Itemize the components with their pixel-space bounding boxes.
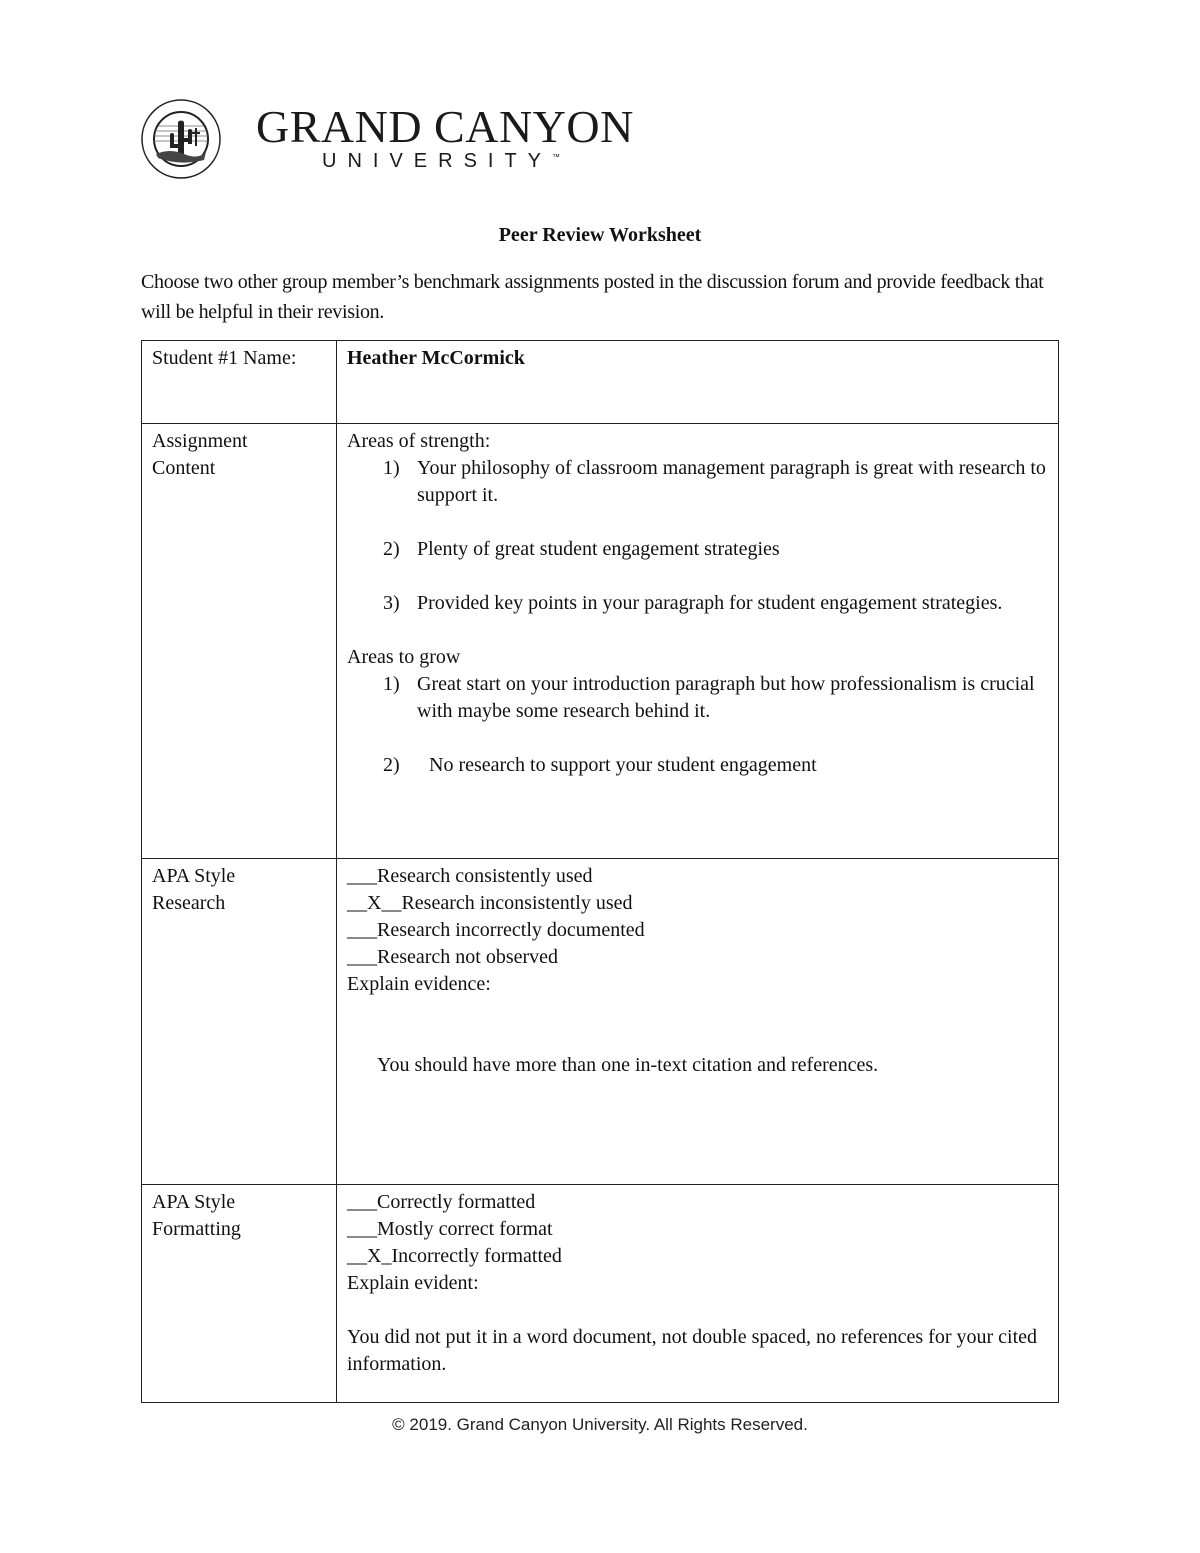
list-item: [383, 671, 1048, 725]
formatting-option: ___Mostly correct format: [347, 1218, 553, 1240]
item-text: Your philosophy of classroom management paragraph is great with research to support it.: [417, 457, 1046, 506]
research-option: ___Research not observed: [347, 946, 559, 968]
formatting-option: ___Correctly formatted: [347, 1191, 536, 1213]
item-number: 2): [383, 538, 400, 560]
assignment-content-feedback: [337, 424, 1059, 859]
student-name-value: Heather McCormick: [337, 341, 1059, 424]
item-text: Plenty of great student engagement strategies: [417, 538, 780, 560]
peer-review-table: [141, 340, 1059, 1403]
copyright-footer: © 2019. Grand Canyon University. All Rights Reserved.: [392, 1415, 808, 1434]
university-seal-icon: [140, 98, 222, 180]
list-item: [383, 752, 1048, 779]
wordmark-line1: GRAND CANYON: [256, 101, 634, 152]
item-number: 2): [383, 754, 400, 776]
research-option: ___Research consistently used: [347, 865, 593, 887]
table-row-student-name: [142, 341, 1059, 424]
list-item: [383, 590, 1048, 617]
item-text: Provided key points in your paragraph for student engagement strategies.: [417, 592, 1003, 614]
label-line: Research: [152, 892, 226, 914]
research-explanation: You should have more than one in-text citation and references.: [377, 1054, 879, 1076]
label-line: Formatting: [152, 1218, 241, 1240]
grow-list: [347, 671, 1048, 779]
page-title: Peer Review Worksheet: [498, 224, 702, 246]
item-number: 1): [383, 457, 400, 479]
list-item: [383, 455, 1048, 509]
wordmark-university: UNIVERSITY: [322, 150, 553, 172]
formatting-explanation: You did not put it in a word document, not double spaced, no references for your cited information.: [347, 1326, 1038, 1375]
strengths-list: [347, 455, 1048, 617]
assignment-content-label: [142, 424, 337, 859]
apa-research-feedback: [337, 859, 1059, 1185]
item-number: 1): [383, 673, 400, 695]
university-logo: [140, 98, 634, 180]
table-row-apa-formatting: [142, 1185, 1059, 1403]
label-line: Assignment: [152, 430, 248, 452]
explain-label: Explain evident:: [347, 1272, 479, 1294]
item-text: Great start on your introduction paragraph but how professionalism is crucial with maybe some research behind it.: [417, 673, 1035, 722]
trademark-symbol: ™: [552, 152, 561, 162]
apa-formatting-label: [142, 1185, 337, 1403]
item-number: 3): [383, 592, 400, 614]
student-name-label: Student #1 Name:: [142, 341, 337, 424]
label-line: APA Style: [152, 865, 236, 887]
apa-formatting-feedback: [337, 1185, 1059, 1403]
wordmark-line2: [322, 150, 560, 173]
label-line: APA Style: [152, 1191, 236, 1213]
strengths-heading: Areas of strength:: [347, 430, 491, 452]
intro-paragraph: Choose two other group member’s benchmark assignments posted in the discussion forum and provide feedback that will be helpful in their revision.: [141, 271, 1044, 323]
table-row-assignment-content: [142, 424, 1059, 859]
table-row-apa-research: [142, 859, 1059, 1185]
item-text: No research to support your student engagement: [429, 754, 817, 776]
apa-research-label: [142, 859, 337, 1185]
research-option-selected: __X__Research inconsistently used: [347, 892, 633, 914]
formatting-option-selected: __X_Incorrectly formatted: [347, 1245, 562, 1267]
grow-heading: Areas to grow: [347, 646, 461, 668]
list-item: [383, 536, 1048, 563]
label-line: Content: [152, 457, 216, 479]
research-option: ___Research incorrectly documented: [347, 919, 645, 941]
explain-label: Explain evidence:: [347, 973, 491, 995]
